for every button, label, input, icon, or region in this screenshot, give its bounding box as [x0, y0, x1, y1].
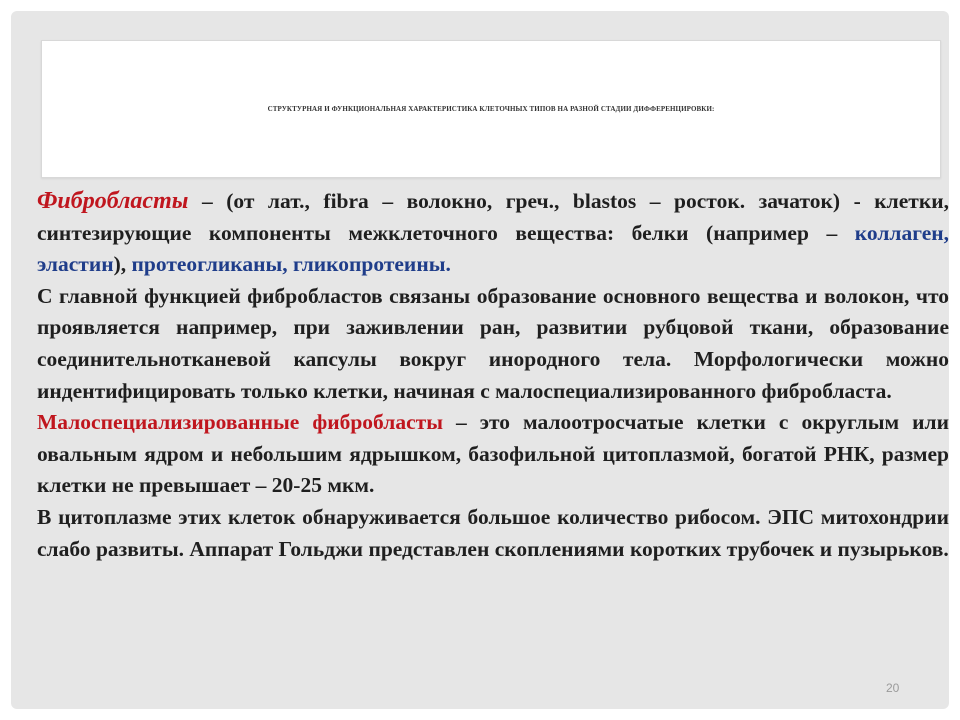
paragraph-fibroblasts-definition — [37, 186, 949, 281]
definition-text: - клетки, синтезирующие компоненты межклеточного вещества: белки (например – — [37, 189, 949, 245]
protein-names: коллаген, эластин — [37, 220, 949, 277]
term-fibroblasts: Фибробласты — [37, 188, 189, 214]
paragraph-cytoplasm: В цитоплазме этих клеток обнаруживается большое количество рибосом. ЭПС митохондрии слабо развиты. Аппарат Гольджи представлен скоплениями коротких трубочек и пузырьков. — [37, 504, 949, 561]
page-number: 20 — [886, 681, 900, 695]
etymology-text: – (от лат., fibra – волокно, греч., blastos – росток. зачаток) — [188, 189, 841, 213]
slide-body — [37, 186, 949, 565]
glycoprotein-names: протеогликаны, гликопротеины. — [131, 252, 451, 277]
paragraph-main-function: С главной функцией фибробластов связаны образование основного вещества и волокон, что проявляется например, при заживлении ран, развитии рубцовой ткани, образование соединительнотканевой капсулы вокруг инородного тела. Морфологически можно индентифицировать только клетки, начиная с малоспециализированного фибробласта. — [37, 283, 949, 403]
title-placeholder — [41, 40, 941, 178]
term-low-specialized-fibroblasts: Малоспециализированные фибробласты — [37, 410, 443, 435]
paragraph-low-specialized — [37, 407, 949, 502]
separator-text: ), — [113, 252, 132, 277]
slide-title: СТРУКТУРНАЯ И ФУНКЦИОНАЛЬНАЯ ХАРАКТЕРИСТИКА КЛЕТОЧНЫХ ТИПОВ НА РАЗНОЙ СТАДИИ ДИФФЕРЕНЦИРОВКИ: — [267, 105, 715, 113]
low-specialized-description: – это малоотросчатые клетки с округлым или овальным ядром и небольшим ядрышком, базофильной цитоплазмой, богатой РНК, размер клетки не превышает – 20-25 мкм. — [37, 410, 950, 498]
